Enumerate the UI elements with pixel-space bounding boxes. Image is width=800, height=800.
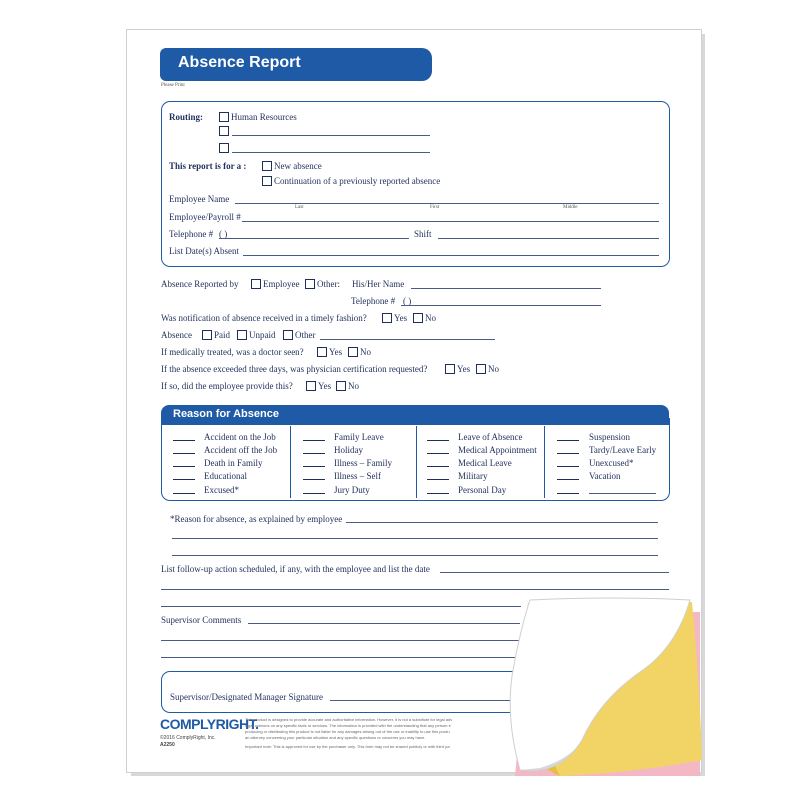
fine-print-2: legal opinions on any specific facts or services. The information is provided with the understanding that any person e — [245, 723, 451, 728]
reason-item: Medical Appointment — [458, 445, 537, 455]
new-absence-label: New absence — [274, 161, 322, 171]
doctor-no-label: No — [360, 347, 371, 357]
three-days-yes-label: Yes — [457, 364, 471, 374]
fine-print-1: This product is designed to provide accurate and authoritative information. However, it is not a substitute for legal adv — [245, 717, 453, 722]
shift-label: Shift — [414, 229, 432, 239]
routing-hr-label: Human Resources — [231, 112, 297, 122]
paid-label: Paid — [214, 330, 231, 340]
reason-item: Holiday — [334, 445, 363, 455]
reason-item: Accident on the Job — [204, 432, 276, 442]
employee-payroll-label: Employee/Payroll # — [169, 212, 241, 222]
timely-yes-label: Yes — [394, 313, 408, 323]
explained-label: *Reason for absence, as explained by employee — [170, 514, 343, 524]
fine-print-4: an attorney concerning your particular situation and any specific questions or concerns you may have. — [245, 735, 426, 740]
reason-item: Accident off the Job — [204, 445, 278, 455]
unpaid-label: Unpaid — [249, 330, 276, 340]
continuation-label: Continuation of a previously reported absence — [274, 176, 441, 186]
reason-item: Military — [458, 471, 488, 481]
telephone-label: Telephone # — [169, 229, 214, 239]
please-print-note: Please Print — [161, 83, 185, 88]
product-code: A2250 — [160, 742, 175, 748]
reason-item: Illness – Self — [334, 471, 381, 481]
reported-other-label: Other: — [317, 279, 340, 289]
employee-name-label: Employee Name — [169, 194, 230, 204]
doctor-yes-label: Yes — [329, 347, 343, 357]
doctor-question: If medically treated, was a doctor seen? — [161, 347, 304, 357]
provide-question: If so, did the employee provide this? — [161, 381, 293, 391]
copyright: ©2016 ComplyRight, Inc. — [160, 735, 216, 741]
report-for-label: This report is for a : — [169, 161, 247, 171]
reason-item: Leave of Absence — [458, 432, 523, 442]
three-days-question: If the absence exceeded three days, was physician certification requested? — [161, 364, 428, 374]
provide-yes-label: Yes — [318, 381, 332, 391]
reported-employee-label: Employee — [263, 279, 300, 289]
reason-header-title: Reason for Absence — [173, 408, 279, 420]
three-days-no-label: No — [488, 364, 499, 374]
absence-other-label: Other — [295, 330, 316, 340]
complyright-logo: COMPLYRIGHT. — [160, 716, 259, 732]
fine-print-5: Important note: This is approved for use by the purchaser only. This form may not be shared publicly or with third pa — [245, 744, 450, 749]
followup-label: List follow-up action scheduled, if any, with the employee and list the date — [161, 564, 430, 574]
provide-no-label: No — [348, 381, 359, 391]
telephone2-paren: ( ) — [403, 296, 412, 306]
reason-item: Family Leave — [334, 432, 384, 442]
his-her-name-label: His/Her Name — [352, 279, 405, 289]
supervisor-comments-label: Supervisor Comments — [161, 615, 242, 625]
reason-item: Jury Duty — [334, 485, 370, 495]
reason-item: Death in Family — [204, 458, 263, 468]
routing-label: Routing: — [169, 112, 204, 122]
reason-item: Suspension — [589, 432, 631, 442]
reason-item: Illness – Family — [334, 458, 392, 468]
reported-by-label: Absence Reported by — [161, 279, 239, 289]
telephone2-label: Telephone # — [351, 296, 396, 306]
reason-item: Tardy/Leave Early — [589, 445, 657, 455]
absence-type-label: Absence — [161, 330, 192, 340]
signature-label: Supervisor/Designated Manager Signature — [170, 692, 323, 702]
list-dates-label: List Date(s) Absent — [169, 246, 239, 256]
last-name-caption: Last — [295, 205, 304, 210]
reason-item: Educational — [204, 471, 247, 481]
reason-item: Vacation — [589, 471, 621, 481]
form-title: Absence Report — [178, 54, 301, 71]
timely-question: Was notification of absence received in a timely fashion? — [161, 313, 367, 323]
reason-item: Personal Day — [458, 485, 507, 495]
fine-print-3: producing or distributing this product is not liable for any damages arising out of the use or inability to use this produ — [245, 729, 450, 734]
reason-item: Medical Leave — [458, 458, 512, 468]
telephone-paren: ( ) — [219, 229, 228, 239]
reason-item: Unexcused* — [589, 458, 634, 468]
middle-name-caption: Middle — [563, 205, 578, 210]
timely-no-label: No — [425, 313, 436, 323]
first-name-caption: First — [430, 205, 440, 210]
reason-item: Excused* — [204, 485, 239, 495]
